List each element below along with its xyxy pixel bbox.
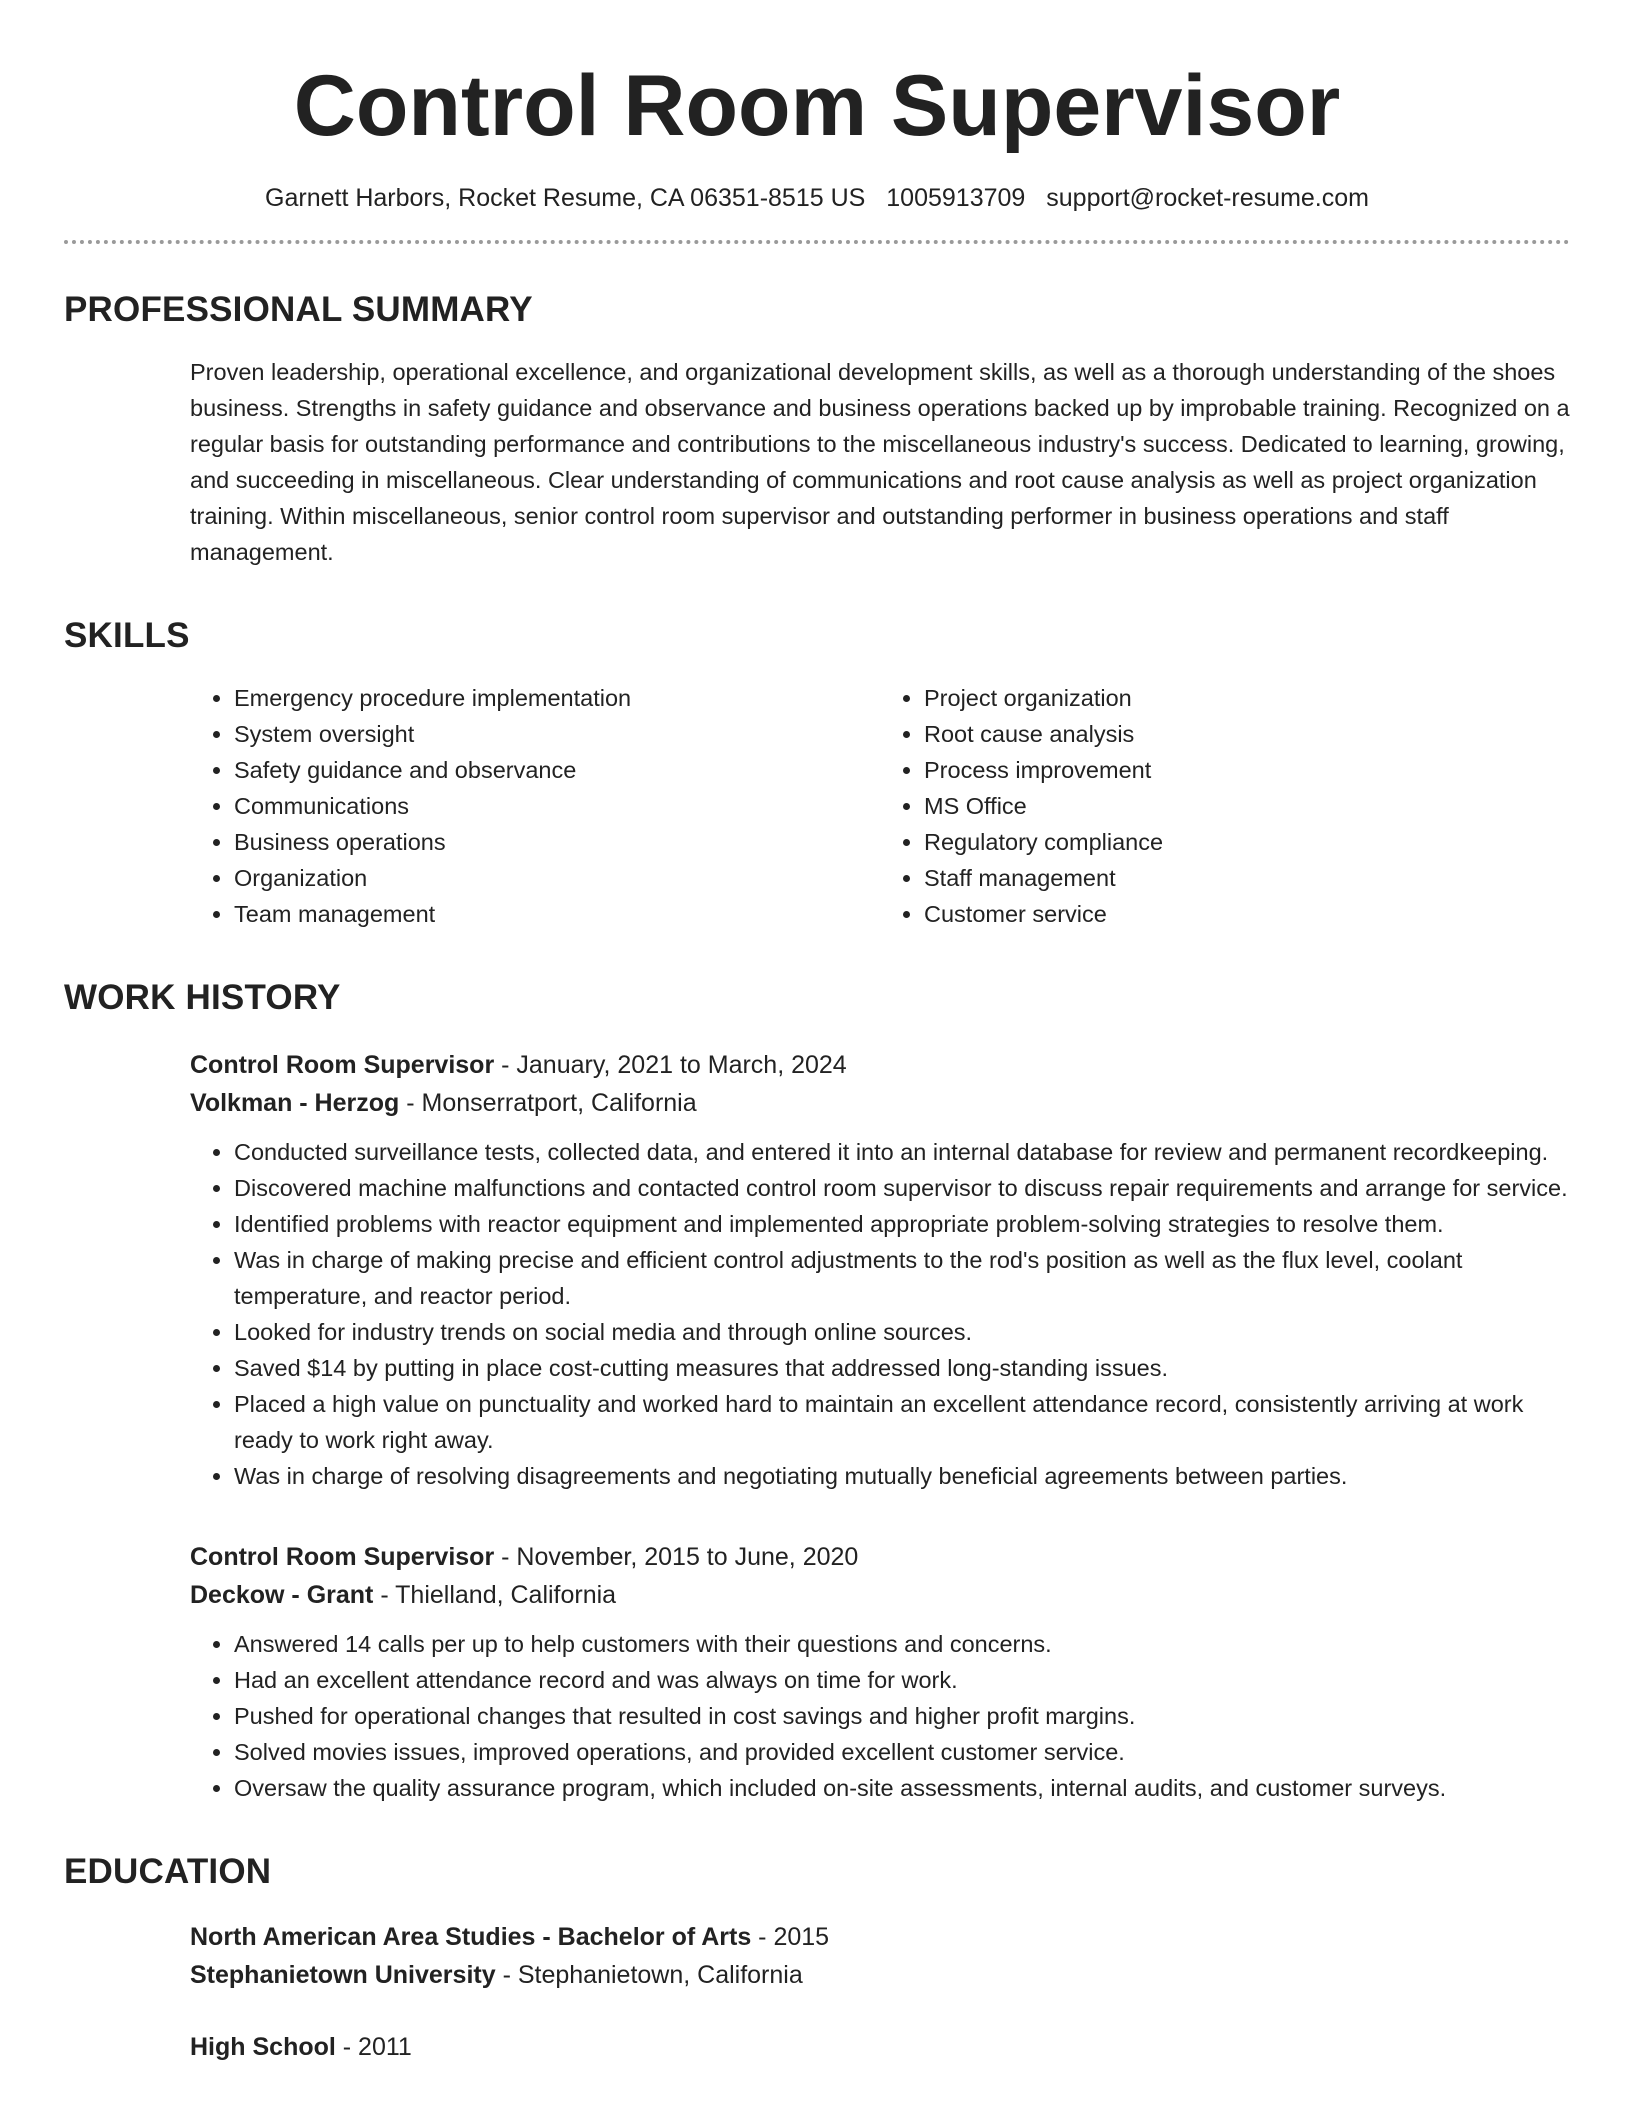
job-location: Monserratport, California (421, 1089, 697, 1117)
job-bullets (190, 1134, 1570, 1494)
skills-list (190, 680, 1570, 932)
education-degree: North American Area Studies - Bachelor of Arts (190, 1923, 752, 1951)
skill-item: • Business operations (234, 824, 880, 860)
education-degree: High School (190, 2033, 336, 2061)
job-bullet: • Was in charge of making precise and efficient control adjustments to the rod's position as well as the flux level, coolant temperature, and reactor period. (234, 1242, 1570, 1314)
job-location: Thielland, California (395, 1581, 617, 1609)
job-company-line: Deckow - Grant - Thielland, California (190, 1581, 617, 1609)
job-bullet: • Conducted surveillance tests, collected data, and entered it into an internal database for review and permanent recordkeeping. (234, 1134, 1570, 1170)
education-entry (190, 1918, 1570, 1994)
education-degree-line: High School - 2011 (190, 2033, 412, 2061)
education-year: 2015 (773, 1923, 830, 1951)
education-school-line: Stephanietown University - Stephanietown, California (190, 1961, 803, 1989)
job-entry (190, 1538, 1570, 1806)
job-bullet: • Identified problems with reactor equipment and implemented appropriate problem-solving strategies to resolve them. (234, 1206, 1570, 1242)
job-bullet: • Saved $14 by putting in place cost-cutting measures that addressed long-standing issues. (234, 1350, 1570, 1386)
job-bullet: • Pushed for operational changes that resulted in cost savings and higher profit margins. (234, 1698, 1570, 1734)
resume-title: Control Room Supervisor (293, 58, 1341, 154)
resume-page (64, 0, 1570, 2066)
job-company: Deckow - Grant (190, 1581, 374, 1609)
education-degree-line: North American Area Studies - Bachelor of Arts - 2015 (190, 1923, 830, 1951)
skills-column-right (880, 680, 1570, 932)
job-bullet: • Solved movies issues, improved operations, and provided excellent customer service. (234, 1734, 1570, 1770)
section-title-skills: SKILLS (64, 616, 190, 655)
education-entry (190, 2028, 1570, 2066)
skill-item: • Organization (234, 860, 880, 896)
job-bullet: • Looked for industry trends on social media and through online sources. (234, 1314, 1570, 1350)
contact-address: Garnett Harbors, Rocket Resume, CA 06351-8515 US (265, 184, 866, 212)
skill-item: • Communications (234, 788, 880, 824)
skill-item: • Team management (234, 896, 880, 932)
job-role: Control Room Supervisor (190, 1051, 495, 1079)
skill-item: • MS Office (924, 788, 1570, 824)
contact-line (64, 182, 1570, 214)
skills-column-left (190, 680, 880, 932)
education-location: Stephanietown, California (517, 1961, 803, 1989)
section-title-work: WORK HISTORY (64, 978, 341, 1017)
skill-item: • Project organization (924, 680, 1570, 716)
job-bullet: • Answered 14 calls per up to help customers with their questions and concerns. (234, 1626, 1570, 1662)
header-divider (64, 240, 1570, 244)
job-company: Volkman - Herzog (190, 1089, 400, 1117)
job-bullets (190, 1626, 1570, 1806)
summary-text: Proven leadership, operational excellence, and organizational development skills, as well as a thorough understanding of the shoes business. Strengths in safety guidance and observance and business operations backed up by improbable training. Recognized on a regular basis for outstanding performance and contributions to the miscellaneous industry's success. Dedicated to learning, growing, and succeeding in miscellaneous. Clear understanding of communications and root cause analysis as well as project organization training. Within miscellaneous, senior control room supervisor and outstanding performer in business operations and staff management. (190, 359, 1570, 565)
skill-item: • Customer service (924, 896, 1570, 932)
job-bullet: • Placed a high value on punctuality and worked hard to maintain an excellent attendance record, consistently arriving at work ready to work right away. (234, 1386, 1570, 1458)
job-dates: January, 2021 to March, 2024 (516, 1051, 847, 1079)
job-bullet: • Was in charge of resolving disagreements and negotiating mutually beneficial agreements between parties. (234, 1458, 1570, 1494)
contact-email[interactable]: support@rocket-resume.com (1046, 184, 1369, 212)
job-bullet: • Oversaw the quality assurance program, which included on-site assessments, internal audits, and customer surveys. (234, 1770, 1570, 1806)
contact-phone: 1005913709 (886, 184, 1026, 212)
job-bullet: • Had an excellent attendance record and was always on time for work. (234, 1662, 1570, 1698)
job-bullet: • Discovered machine malfunctions and contacted control room supervisor to discuss repair requirements and arrange for service. (234, 1170, 1570, 1206)
job-role-line: Control Room Supervisor - November, 2015 to June, 2020 (190, 1543, 859, 1571)
section-title-summary: PROFESSIONAL SUMMARY (64, 290, 533, 329)
skill-item: • System oversight (234, 716, 880, 752)
section-title-education: EDUCATION (64, 1852, 272, 1891)
job-company-line: Volkman - Herzog - Monserratport, California (190, 1089, 697, 1117)
education-school: Stephanietown University (190, 1961, 496, 1989)
skill-item: • Emergency procedure implementation (234, 680, 880, 716)
skill-item: • Root cause analysis (924, 716, 1570, 752)
job-entry (190, 1046, 1570, 1494)
job-role: Control Room Supervisor (190, 1543, 495, 1571)
education-year: 2011 (358, 2033, 412, 2061)
skill-item: • Process improvement (924, 752, 1570, 788)
skill-item: • Staff management (924, 860, 1570, 896)
skill-item: • Safety guidance and observance (234, 752, 880, 788)
job-dates: November, 2015 to June, 2020 (516, 1543, 859, 1571)
job-role-line: Control Room Supervisor - January, 2021 to March, 2024 (190, 1051, 847, 1079)
skill-item: • Regulatory compliance (924, 824, 1570, 860)
